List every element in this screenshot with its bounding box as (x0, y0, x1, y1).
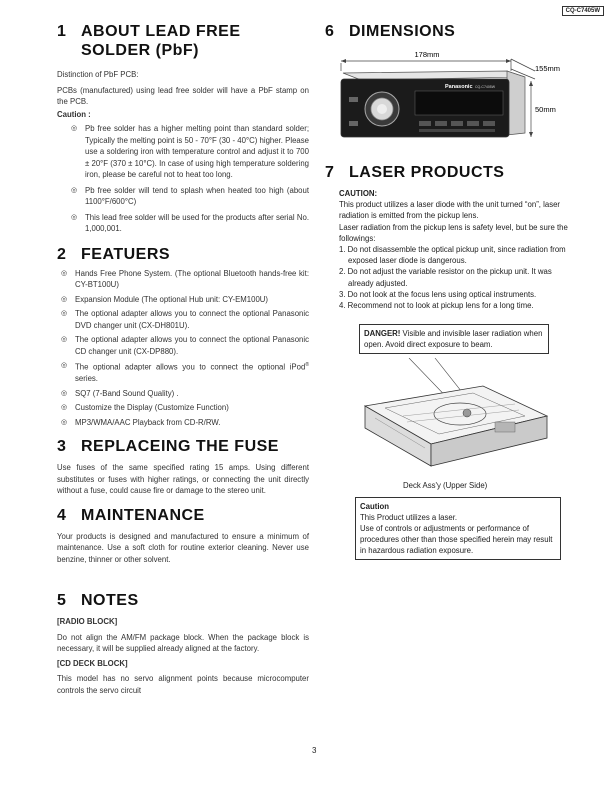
cd-deck-heading: [CD DECK BLOCK] (57, 658, 128, 668)
bullet-icon: ◎ (61, 295, 68, 303)
caution-box-line: This Product utilizes a laser. (360, 513, 458, 523)
maintenance-text: Your products is designed and manufactured to ensure a minimum of maintenance. Use a soft cloth for routine exterior cleaning. Never use benzine, thinner or other solvent. (57, 531, 309, 564)
section-6-title: 6 DIMENSIONS (325, 23, 456, 40)
bullet-item: ◎ Pb free solder has a higher melting point than standard solder; Typically the melting point is 50 - 70°F (30 - 40°C) higher. Please use a soldering iron with temperature control and adjust it to 700 ± 20°F (370 ± 10°C). In case of using high temperature soldering iron, please be careful not to heat too long. (71, 124, 309, 179)
height-label: 50mm (535, 105, 556, 114)
caution-box (355, 497, 561, 560)
bullet-icon: ◎ (71, 186, 78, 194)
bullet-item: ◎ MP3/WMA/AAC Playback from CD-R/RW. (61, 417, 221, 427)
width-label: 178mm (414, 50, 440, 59)
laser-item: 4. Recommend not to look at pickup lens for a long time. (339, 301, 534, 311)
section-2-title: 2 FEATUERS (57, 245, 171, 263)
bullet-icon: ◎ (61, 389, 68, 397)
bullet-item: ◎ Pb free solder will tend to splash when heated too high (about 1100°F/600°C) (71, 185, 309, 206)
pbf-stamp-note: PCBs (manufactured) using lead free solder will have a PbF stamp on the PCB. (57, 85, 309, 106)
bullet-icon: ◎ (71, 125, 78, 132)
cd-deck-text: This model has no servo alignment points because microcomputer controls the servo circuit (57, 674, 309, 695)
depth-label: 155mm (535, 64, 561, 73)
laser-intro-1: This product utilizes a laser diode with the unit turned “on”, laser radiation is emitted from the pickup lens. (339, 200, 561, 221)
bullet-icon: ◎ (61, 336, 68, 343)
page-number: 3 (312, 746, 317, 755)
caution-box-heading: Caution (360, 502, 390, 512)
dimensions-diagram (325, 49, 583, 149)
bullet-icon: ◎ (61, 310, 68, 317)
display-window (415, 91, 503, 115)
laser-item: 2. Do not adjust the variable resistor on the pickup unit. It was already adjusted. (339, 267, 552, 288)
fuse-text: Use fuses of the same specified rating 15 amps. Using different substitutes or fuses with higher ratings, or connecting the unit directly without a fuse, could cause fire or damage to the stereo unit. (57, 463, 309, 496)
deck-assembly-illustration (355, 358, 555, 476)
laser-caution-heading: CAUTION: (339, 189, 378, 198)
bullet-item: ◎ The optional adapter allows you to connect the optional iPod® series. (61, 362, 309, 384)
bullet-icon: ◎ (61, 362, 68, 369)
bullet-item: ◎ SQ7 (7-Band Sound Quality) . (61, 388, 179, 398)
bullet-icon: ◎ (71, 213, 78, 221)
caution-label: Caution : (57, 109, 91, 119)
model-tag: CQ-C7405W (562, 6, 604, 16)
bullet-item: ◎ Hands Free Phone System. (The optional Bluetooth hands-free kit: CY-BT100U) (61, 268, 309, 289)
pbf-distinction: Distinction of PbF PCB: (57, 70, 139, 79)
radio-block-text: Do not align the AM/FM package block. When the package block is necessary, it will be supplied already aligned at the factory. (57, 632, 309, 654)
bullet-icon: ◎ (61, 404, 68, 412)
panel-model-label: CQ-C7405W (475, 85, 496, 89)
section-5-title: 5 NOTES (57, 592, 139, 610)
laser-caution (339, 188, 577, 311)
right-column (325, 22, 583, 560)
bullet-icon: ◎ (61, 418, 68, 426)
deck-caption: Deck Ass'y (Upper Side) (403, 481, 488, 491)
laser-item: 1. Do not disassemble the optical pickup unit, since radiation from exposed laser diode is dangerous. (339, 245, 566, 266)
section-1-title: 1 ABOUT LEAD FREE SOLDER (PbF) (57, 23, 241, 59)
bullet-item: ◎ Expansion Module (The optional Hub unit: CY-EM100U) (61, 294, 269, 304)
brand-label: Panasonic (445, 84, 473, 90)
section-3-title: 3 REPLACEING THE FUSE (57, 438, 279, 456)
danger-box (359, 324, 549, 354)
section-7-title: 7 LASER PRODUCTS (325, 164, 505, 181)
bullet-item: ◎ The optional adapter allows you to connect the optional Panasonic DVD changer unit (CX-DH801U). (61, 309, 309, 330)
radio-block-heading: [RADIO BLOCK] (57, 617, 118, 627)
laser-intro-2: Laser radiation from the pickup lens is safety level, but be sure the followings: (339, 222, 568, 243)
bullet-icon: ◎ (61, 269, 68, 277)
bullet-item: ◎ This lead free solder will be used for the products after serial No. 1,000,001. (71, 212, 309, 233)
bullet-item: ◎ The optional adapter allows you to connect the optional Panasonic CD changer unit (CX-DP880). (61, 335, 309, 356)
danger-label: DANGER! (364, 329, 401, 339)
bullet-item: ◎ Customize the Display (Customize Function) (61, 403, 229, 413)
section-4-title: 4 MAINTENANCE (57, 506, 205, 524)
caution-box-line: Use of controls or adjustments or performance of procedures other than those specified herein may result in hazardous radiation exposure. (360, 524, 553, 556)
laser-item: 3. Do not look at the focus lens using optical instruments. (339, 289, 537, 299)
left-column (57, 22, 309, 696)
danger-text: Visible and invisible laser radiation when open. Avoid direct exposure to beam. (364, 329, 543, 350)
